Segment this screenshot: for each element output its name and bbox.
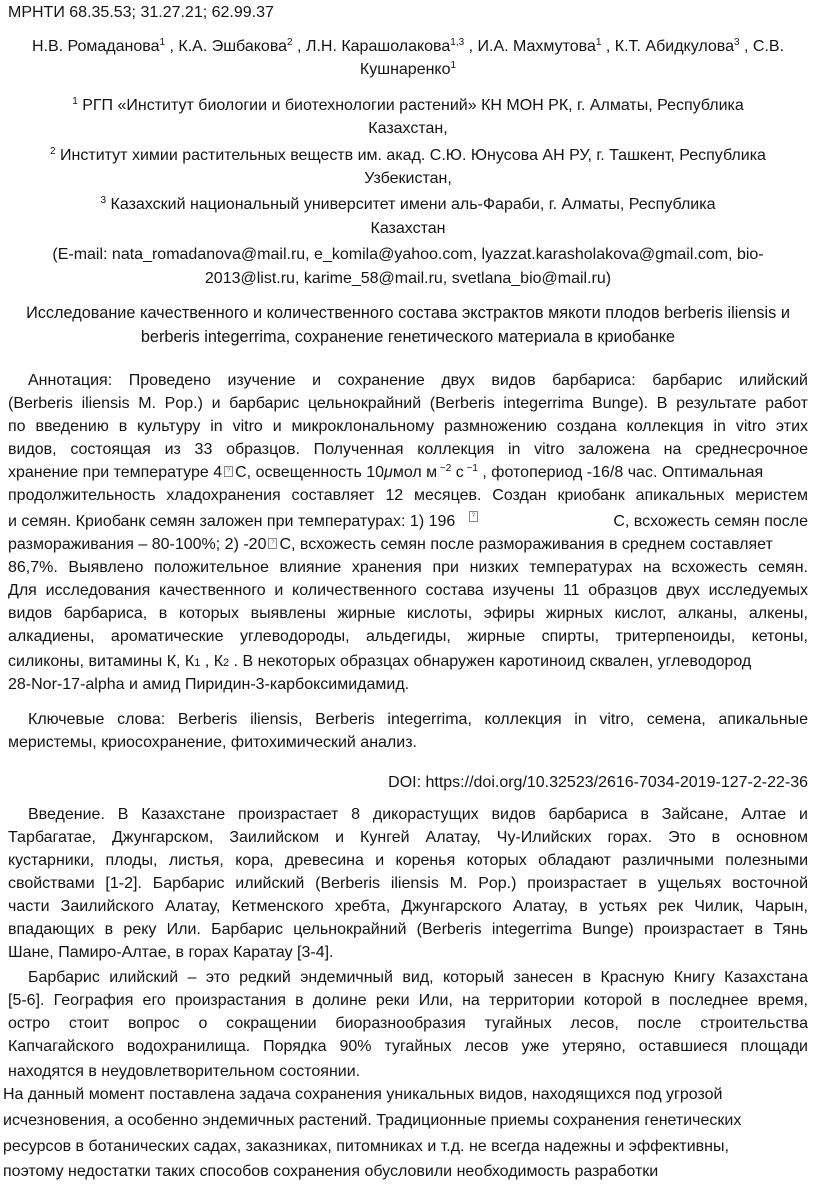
email-list-cont: 2013@list.ru, karime_58@mail.ru, svetlana_bio@mail.ru) [204,270,612,287]
intro-line: На данный момент поставлена задача сохранения уникальных видов, находящихся под угрозой [3,1086,723,1103]
mrnti-codes: МРНТИ 68.35.53; 31.27.21; 62.99.37 [8,4,274,21]
author-list: Н.В. Ромаданова$^1$ , К.А. Эшбакова$^2$ , Л.Н. Карашолакова$^{1,3}$ , И.А. Махмутова$^1$ , К.Т. Абидкулова$^3$ , С.В. [31,37,785,55]
keywords: Ключевые слова: Berberis iliensis, Berberis integerrima, коллекция in vitro, семена, апикальные [28,711,808,728]
paper-title: Исследование качественного и количественного состава экстрактов мякоти плодов berberis iliensis и [26,304,790,322]
intro-line: находятся в неудовлетворительном состоянии. [8,1063,361,1080]
abstract-line: Аннотация: Проведено изучение и сохранение двух видов барбариса: барбарис илийский [28,372,808,389]
abstract-line: видов, состоящая из 33 образцов. Полученная коллекция in vitro заложена на среднесрочное [8,441,808,458]
affiliation-3-cont: Казахстан [370,220,446,237]
intro-line: Шане, Памиро-Алтае, в горах Каратау [3-4]. [8,944,334,961]
abstract-line: 86,7%. Выявлено положительное влияние хранения при низких температурах на всхожесть семян. [8,559,808,576]
missing-glyph-icon: ? [224,466,233,477]
intro-line: поэтому недостатки таких способов сохранения обусловили необходимость разработки [3,1163,659,1180]
abstract-line: алкадиены, ароматические углеводороды, альдегиды, жирные спирты, тритерпеноиды, кетоны, [8,628,808,645]
abstract-line: Для исследования качественного и количественного состава изучены 11 образцов двух исследуемых [8,582,808,599]
keywords-cont: меристемы, криосохранение, фитохимический анализ. [8,734,417,751]
abstract-line: 28-Nor-17-alpha и амид Пиридин-3-карбоксимидамид. [8,676,410,693]
intro-line: впадающих в реку Или. Барбарис цельнокрайний (Berberis integerrima Bunge) произрастает в Тянь [8,921,808,938]
intro-line: [5-6]. География его произрастания в долине реки Или, на территории которой в последнее время, [8,992,808,1009]
author-list-cont: Кушнаренко$^1$ [359,60,457,78]
abstract-line: размораживания – 80-100%; 2) -20 ? С, всхожесть семян после размораживания в среднем составляет [8,536,773,553]
intro-line: Капчагайского водохранилища. Порядка 90% тугайных лесов уже утеряно, оставшиеся площади [8,1038,808,1055]
affiliation-3: $^3$ Казахский национальный университет имени аль-Фараби, г. Алматы, Республика [100,195,716,213]
missing-glyph-icon: ? [268,538,277,549]
affiliation-2: $^2$ Институт химии растительных веществ им. акад. С.Ю. Юнусова АН РУ, г. Ташкент, Республика [50,146,766,164]
abstract-line: (Berberis iliensis M. Pop.) и барбарис цельнокрайний (Berberis integerrima Bunge). В результате работ [8,395,808,412]
abstract-line: по введению в культуру in vitro и микроклональному размножению создана коллекция in vitro этих [8,418,808,435]
intro-line: кустарники, плоды, листья, кора, древесина и коренья которых обладают различными полезными [8,852,808,869]
intro-line: ресурсов в ботанических садах, заказниках, питомниках и т.д. не всегда надежны и эффективны, [3,1138,729,1155]
intro-line: свойствами [1-2]. Барбарис илийский (Berberis iliensis M. Pop.) произрастает в ущельях восточной [8,875,808,892]
intro-line: части Заилийского Алатау, Кетменского хребта, Джунгарского Алатау, в устьях рек Чилик, Чарын, [8,898,808,915]
doi-link[interactable]: DOI: https://doi.org/10.32523/2616-7034-2019-127-2-22-36 [388,774,808,791]
intro-line: остро стоит вопрос о сокращении биоразнообразия тугайных лесов, после строительства [8,1015,808,1032]
affiliation-1-cont: Казахстан, [368,120,448,137]
abstract-line: и семян. Криобанк семян заложен при температурах: 1) 196 ? С, всхожесть семян после [8,513,808,530]
intro-line: Введение. В Казахстане произрастает 8 дикорастущих видов барбариса в Зайсане, Алтае и [28,806,808,823]
missing-glyph-icon: ? [469,511,478,522]
abstract-line: силиконы, витамины К, К1 , К2 . В некоторых образцах обнаружен каротиноид сквален, углеводород [8,653,752,670]
abstract-line: хранение при температуре 4 ? С, освещенность 10μмол м $^{-2}$ с $^{-1}$ , фотопериод -16/8 час. Оптимальная [8,463,764,481]
affiliation-1: $^1$ РГП «Институт биологии и биотехнологии растений» КН МОН РК, г. Алматы, Республика [72,96,744,114]
paper-title-cont: berberis integerrima, сохранение генетического материала в криобанке [140,328,676,346]
intro-line: Барбарис илийский – это редкий эндемичный вид, который занесен в Красную Книгу Казахстана [28,969,808,986]
intro-line: Тарбагатае, Джунгарском, Заилийском и Кунгей Алатау, Чу-Илийских горах. Это в основном [8,829,808,846]
abstract-line: видов барбариса, в которых выявлены жирные кислоты, эфиры жирных кислот, алканы, алкены, [8,605,808,622]
intro-line: исчезновения, а особенно эндемичных растений. Традиционные приемы сохранения генетических [3,1112,742,1129]
email-list: (E-mail: nata_romadanova@mail.ru, e_komila@yahoo.com, lyazzat.karasholakova@gmail.com, bio- [52,246,764,263]
abstract-line: продолжительность хладохранения составляет 12 месяцев. Создан криобанк апикальных меристем [8,487,808,504]
affiliation-2-cont: Узбекистан, [364,170,452,187]
